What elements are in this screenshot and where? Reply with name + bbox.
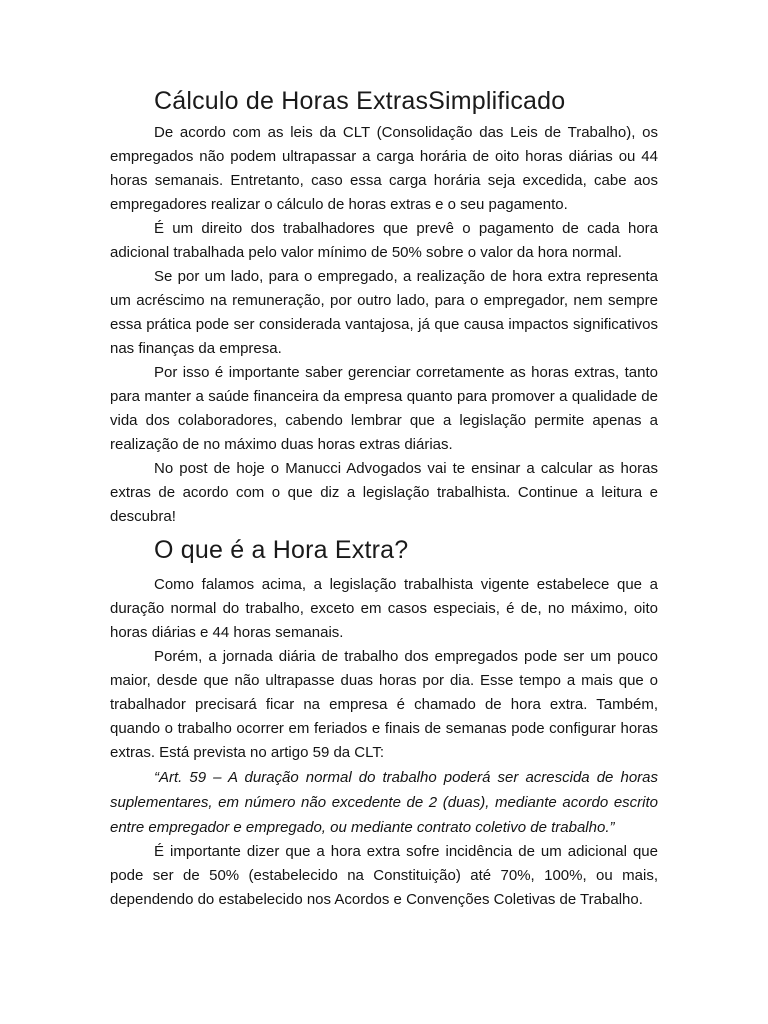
paragraph: Como falamos acima, a legislação trabalhista vigente estabelece que a duração normal do trabalho, exceto em casos especiais, é de, no máximo, oito horas diárias e 44 horas semanais.	[110, 576, 658, 641]
paragraph: É um direito dos trabalhadores que prevê o pagamento de cada hora adicional trabalhada pelo valor mínimo de 50% sobre o valor da hora normal.	[110, 220, 658, 261]
paragraph: Por isso é importante saber gerenciar corretamente as horas extras, tanto para manter a saúde financeira da empresa quanto para promover a qualidade de vida dos colaboradores, cabendo lembrar que a legislação permite apenas a realização de no máximo duas horas extras diárias.	[110, 364, 658, 453]
law-quote: “Art. 59 – A duração normal do trabalho poderá ser acrescida de horas suplementares, em número não excedente de 2 (duas), mediante acordo escrito entre empregador e empregado, ou mediante contrato coletivo de trabalho.”	[110, 769, 658, 836]
paragraph: No post de hoje o Manucci Advogados vai te ensinar a calcular as horas extras de acordo com o que diz a legislação trabalhista. Continue a leitura e descubra!	[110, 460, 658, 525]
document-title: Cálculo de Horas ExtrasSimplificado	[154, 87, 566, 115]
paragraph: Se por um lado, para o empregado, a realização de hora extra representa um acréscimo na remuneração, por outro lado, para o empregador, nem sempre essa prática pode ser considerada vantajosa, já que causa impactos significativos nas finanças da empresa.	[110, 268, 658, 357]
paragraph: De acordo com as leis da CLT (Consolidação das Leis de Trabalho), os empregados não podem ultrapassar a carga horária de oito horas diárias ou 44 horas semanais. Entretanto, caso essa carga horária seja excedida, cabe aos empregadores realizar o cálculo de horas extras e o seu pagamento.	[110, 124, 658, 213]
hora-extra-section	[110, 573, 658, 912]
paragraph: É importante dizer que a hora extra sofre incidência de um adicional que pode ser de 50% (estabelecido na Constituição) até 70%, 100%, ou mais, dependendo do estabelecido nos Acordos e Convenções Coletivas de Trabalho.	[110, 843, 658, 908]
document-page	[110, 0, 658, 912]
paragraph: Porém, a jornada diária de trabalho dos empregados pode ser um pouco maior, desde que não ultrapasse duas horas por dia. Esse tempo a mais que o trabalhador precisará ficar na empresa é chamado de hora extra. Também, quando o trabalho ocorrer em feriados e finais de semanas pode configurar horas extras. Está prevista no artigo 59 da CLT:	[110, 648, 658, 761]
section-heading: O que é a Hora Extra?	[154, 536, 409, 564]
intro-section	[110, 121, 658, 529]
